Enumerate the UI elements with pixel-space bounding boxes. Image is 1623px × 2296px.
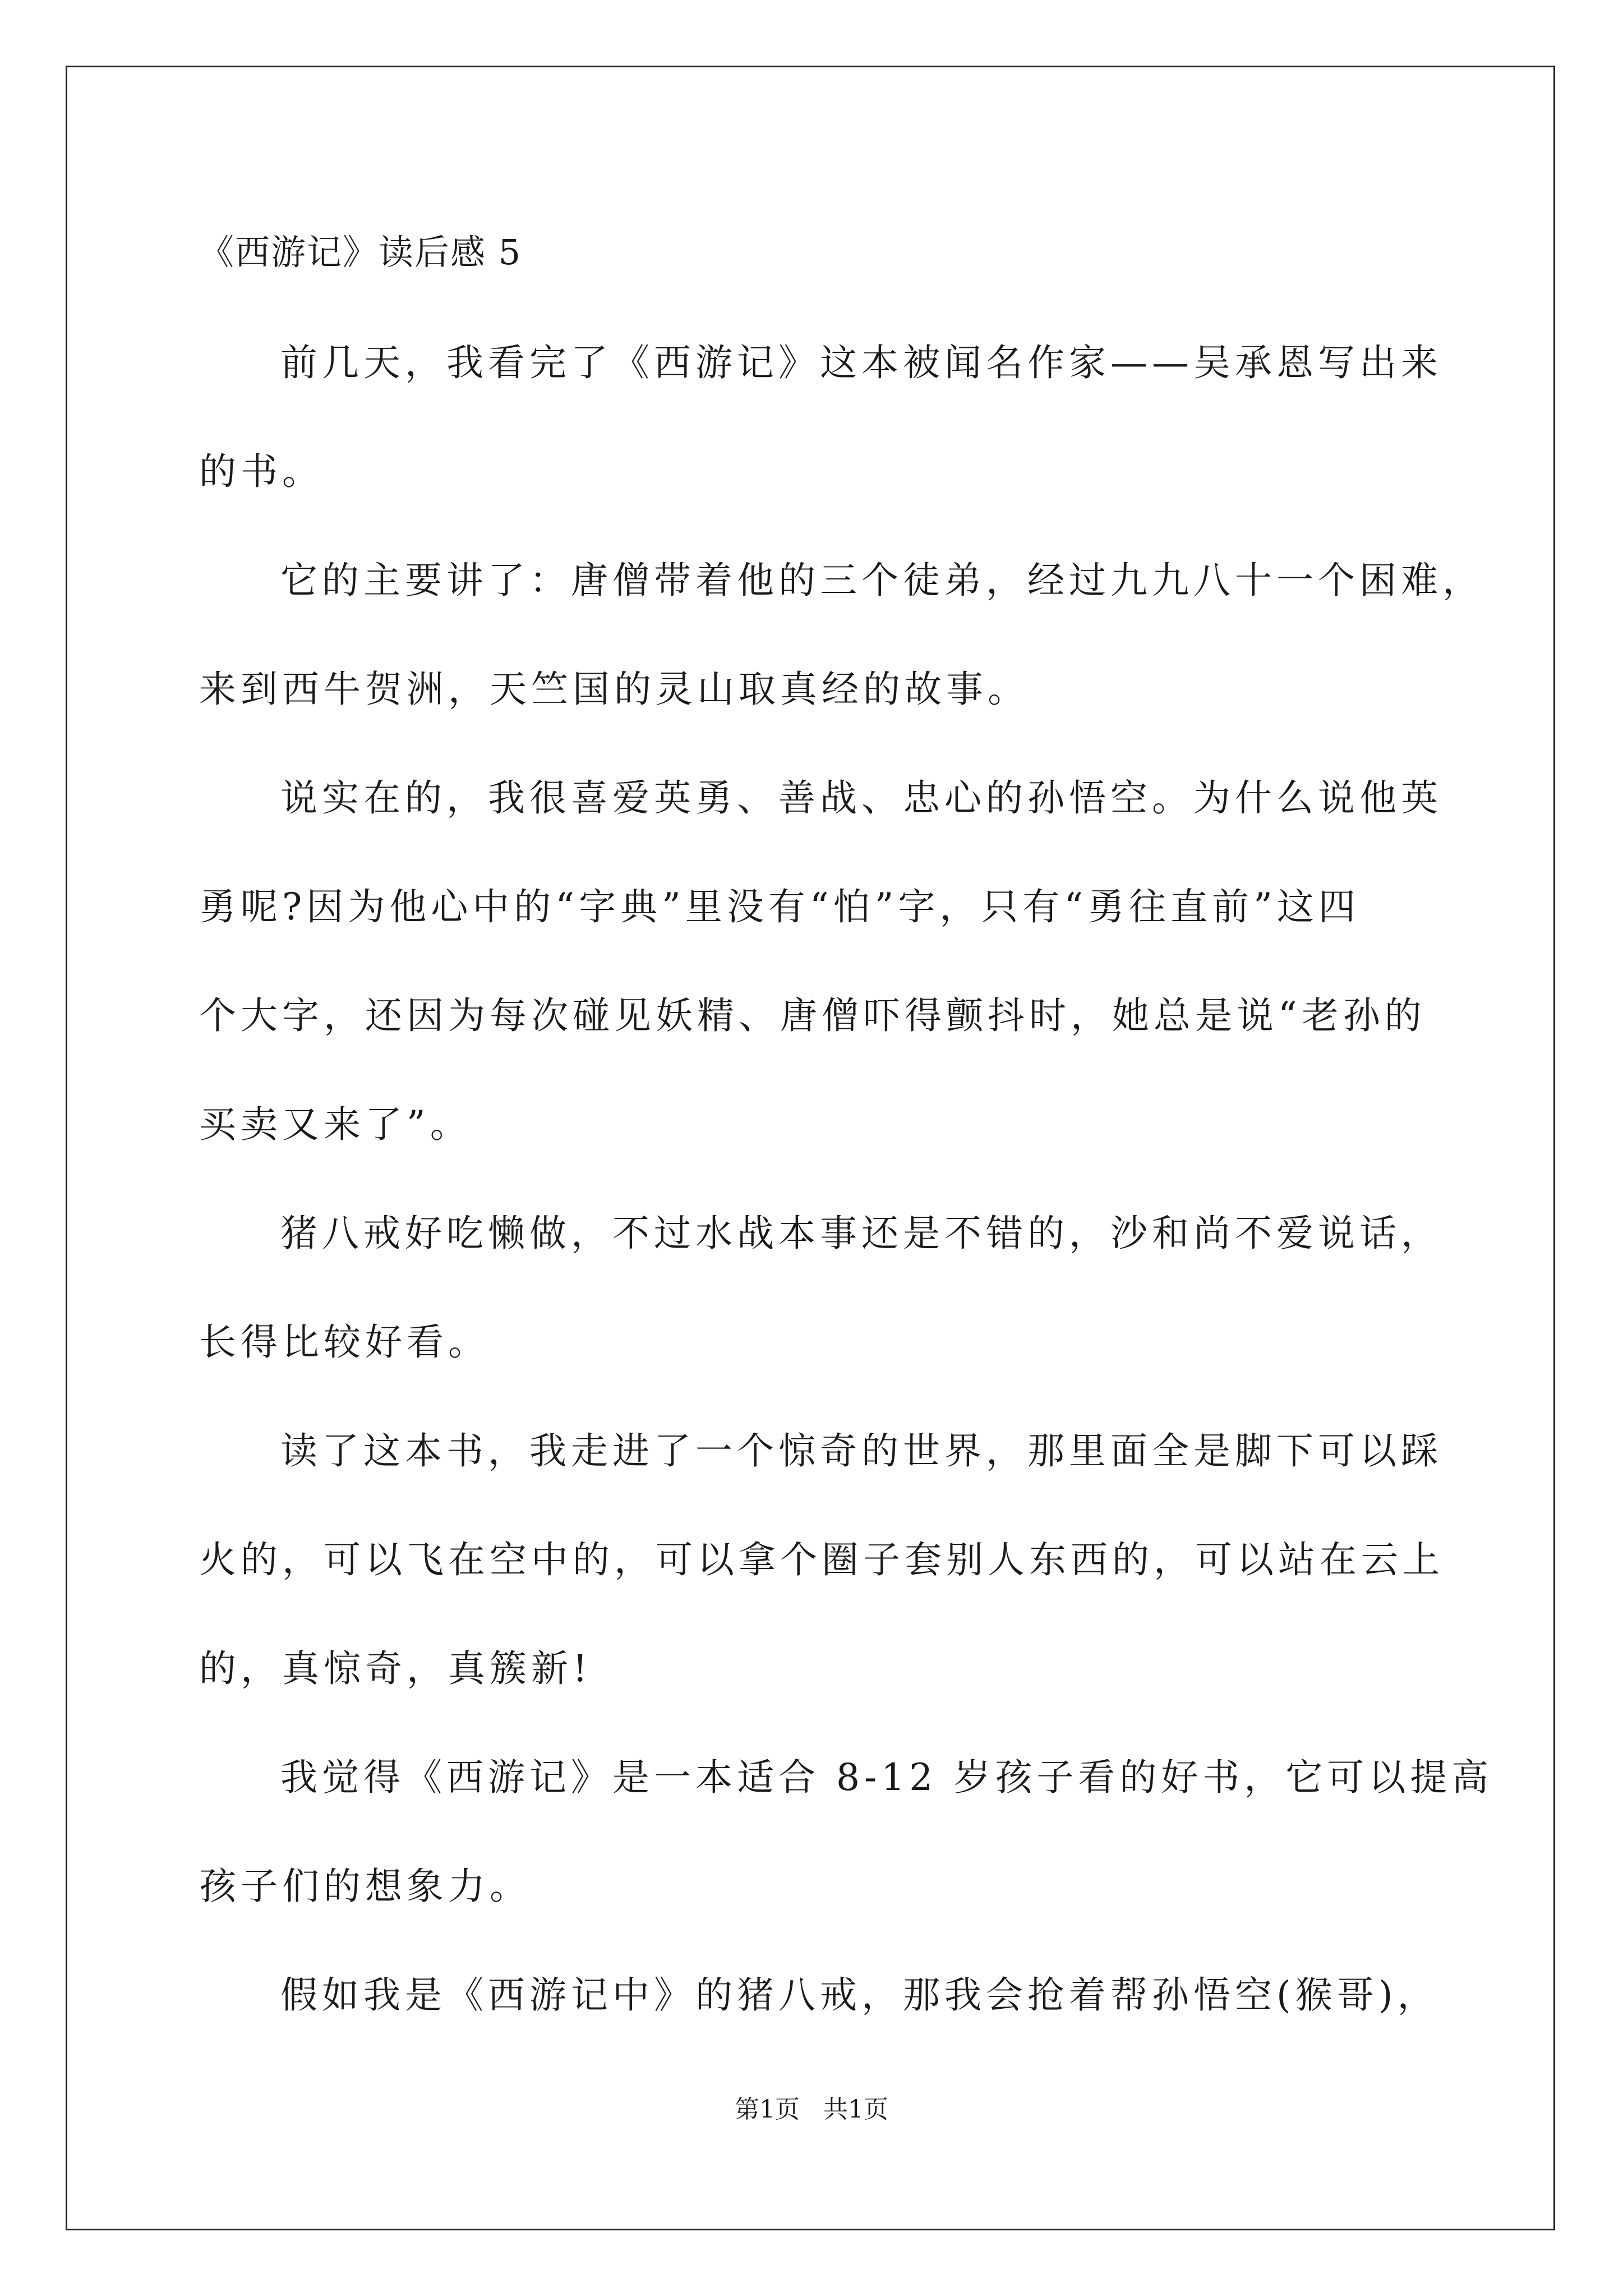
paragraph-line: 读了这本书，我走进了一个惊奇的世界，那里面全是脚下可以踩 (280, 1429, 1442, 1473)
paragraph-line: 长得比较好看。 (199, 1320, 490, 1364)
paragraph-line: 个大字，还因为每次碰见妖精、唐僧吓得颤抖时，她总是说“老孙的 (199, 994, 1426, 1037)
paragraph-line: 孩子们的想象力。 (199, 1865, 531, 1908)
paragraph-line: 的书。 (199, 450, 324, 493)
paragraph-line: 它的主要讲了：唐僧带着他的三个徒弟，经过九九八十一个困难， (280, 559, 1484, 602)
paragraph-line: 假如我是《西游记中》的猪八戒，那我会抢着帮孙悟空(猴哥)， (280, 1973, 1439, 2017)
paragraph-line: 说实在的，我很喜爱英勇、善战、忠心的孙悟空。为什么说他英 (280, 776, 1442, 820)
paragraph-line: 前几天，我看完了《西游记》这本被闻名作家——吴承恩写出来 (280, 341, 1442, 384)
paragraph-line: 的，真惊奇，真簇新! (199, 1647, 592, 1690)
paragraph-line: 火的，可以飞在空中的，可以拿个圈子套别人东西的，可以站在云上 (199, 1538, 1444, 1581)
paragraph-line: 勇呢?因为他心中的“字典”里没有“怕”字，只有“勇往直前”这四 (199, 885, 1360, 928)
paragraph-line: 猪八戒好吃懒做，不过水战本事还是不错的，沙和尚不爱说话， (280, 1212, 1442, 1255)
document-title: 《西游记》读后感 5 (199, 232, 522, 273)
paragraph-line: 来到西牛贺洲，天竺国的灵山取真经的故事。 (199, 668, 1029, 711)
paragraph-line: 买卖又来了”。 (199, 1103, 472, 1146)
paragraph-line: 我觉得《西游记》是一本适合 8-12 岁孩子看的好书，它可以提高 (280, 1756, 1493, 1799)
page-footer: 第1页 共1页 (735, 2095, 888, 2124)
